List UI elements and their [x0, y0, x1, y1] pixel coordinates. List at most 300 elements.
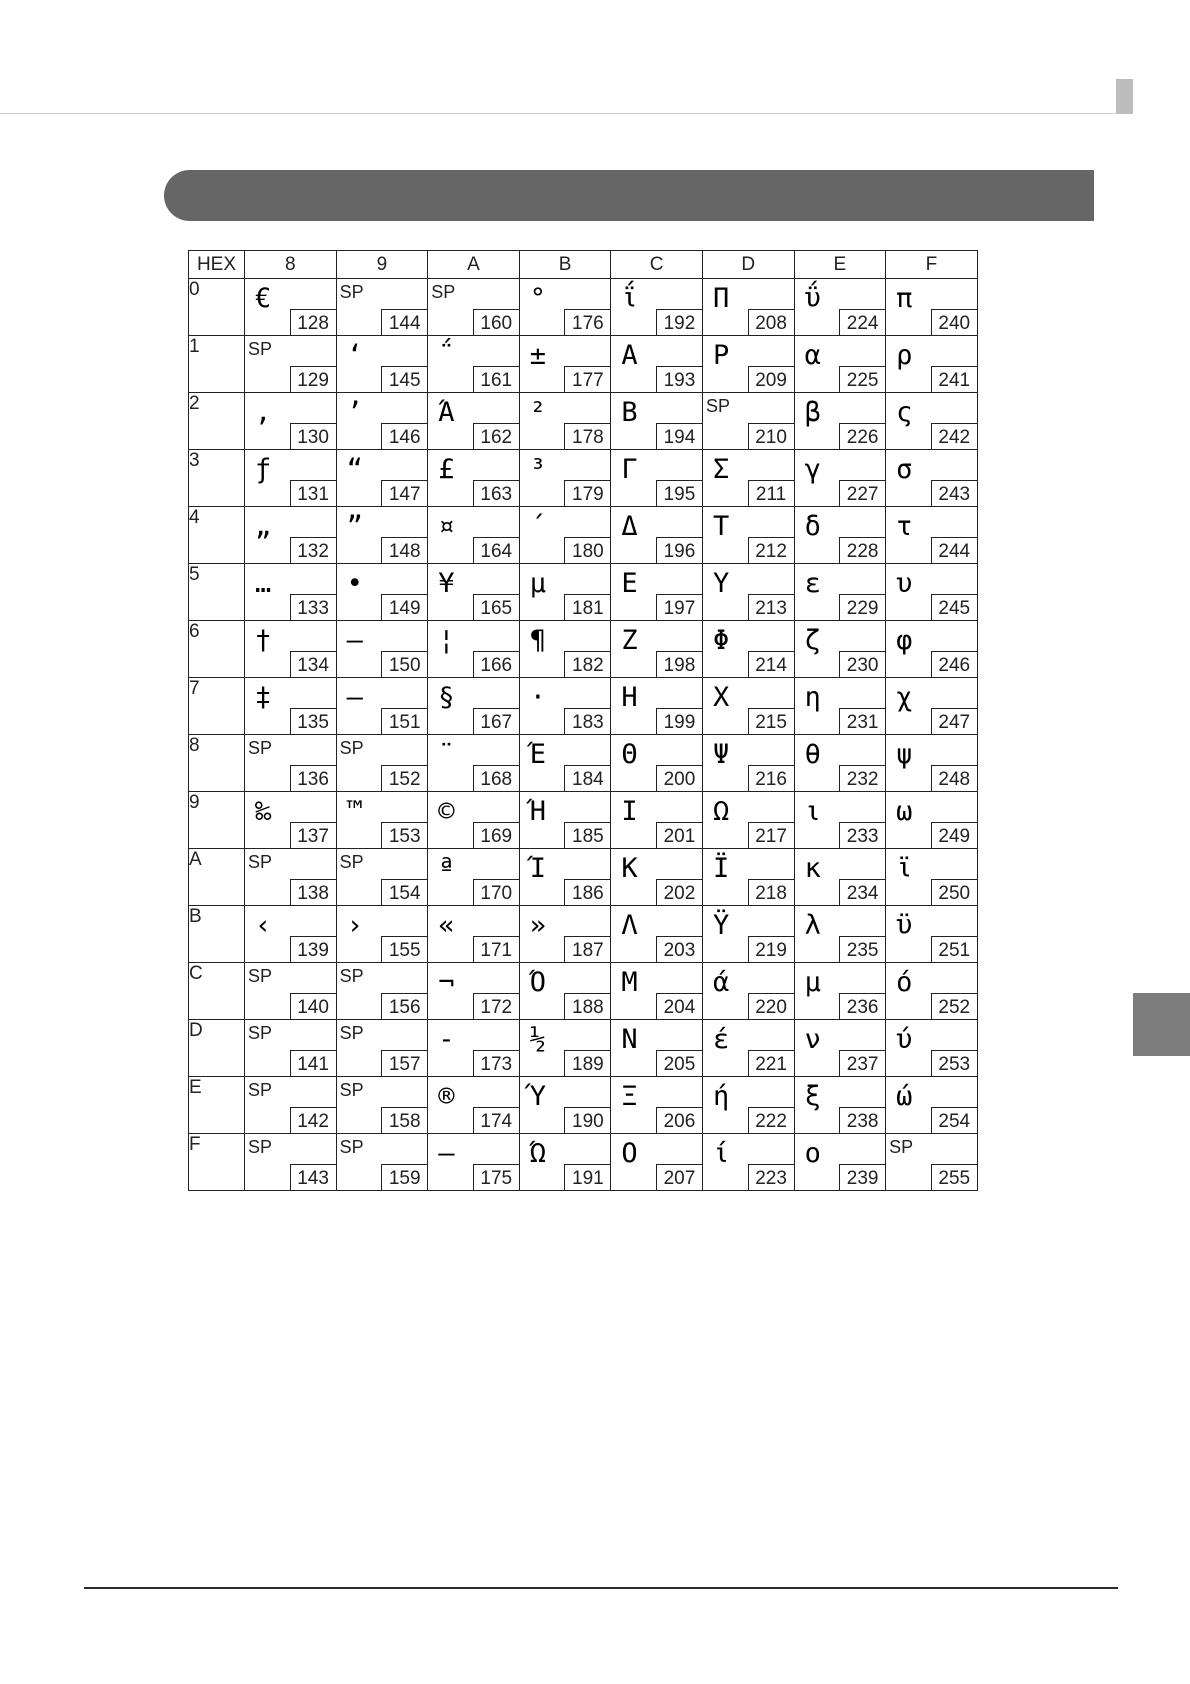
decimal-code: 188 [564, 993, 610, 1019]
decimal-code: 149 [381, 594, 427, 620]
char-cell [336, 792, 428, 849]
char-cell [336, 1077, 428, 1134]
char-glyph: Υ [712, 568, 730, 599]
table-body [189, 279, 978, 1191]
char-glyph: κ [804, 853, 821, 884]
char-cell [519, 1020, 611, 1077]
decimal-code: 186 [564, 879, 610, 905]
char-cell [611, 336, 703, 393]
char-cell [336, 906, 428, 963]
char-glyph: ΄ [529, 511, 547, 542]
char-glyph: Ύ [529, 1081, 547, 1112]
space-label: SP [248, 1137, 273, 1157]
char-glyph: φ [896, 625, 913, 656]
decimal-code: 158 [381, 1107, 427, 1133]
char-glyph: Δ [621, 511, 638, 542]
decimal-code: 187 [564, 936, 610, 962]
decimal-code: 241 [931, 366, 977, 392]
char-cell [245, 1077, 337, 1134]
char-cell [611, 1077, 703, 1134]
row-header: 2 [189, 393, 245, 450]
char-cell [428, 849, 520, 906]
char-cell [702, 1020, 794, 1077]
char-cell [611, 507, 703, 564]
decimal-code: 207 [656, 1164, 702, 1190]
table-row [189, 621, 978, 678]
char-glyph: Ώ [529, 1138, 547, 1169]
char-cell [336, 393, 428, 450]
decimal-code: 133 [290, 594, 336, 620]
char-glyph: „ [255, 511, 272, 542]
decimal-code: 161 [473, 366, 519, 392]
char-cell [886, 393, 978, 450]
decimal-code: 156 [381, 993, 427, 1019]
char-glyph: ά [712, 967, 730, 998]
decimal-code: 206 [656, 1107, 702, 1133]
char-glyph: σ [896, 454, 913, 485]
char-glyph: ϊ [896, 853, 913, 884]
decimal-code: 163 [473, 480, 519, 506]
char-cell [245, 564, 337, 621]
char-glyph: Α [621, 340, 638, 371]
char-cell [245, 279, 337, 336]
char-cell [428, 279, 520, 336]
decimal-code: 180 [564, 537, 610, 563]
table-row [189, 849, 978, 906]
char-cell [428, 1134, 520, 1191]
decimal-code: 222 [748, 1107, 794, 1133]
char-cell [336, 1020, 428, 1077]
decimal-code: 197 [656, 594, 702, 620]
char-cell [794, 564, 886, 621]
char-cell [611, 792, 703, 849]
char-glyph: Χ [712, 682, 730, 713]
char-glyph: Β [621, 397, 638, 428]
char-cell [428, 735, 520, 792]
char-cell [336, 279, 428, 336]
char-glyph: ² [529, 397, 547, 428]
char-glyph: • [346, 568, 363, 599]
table-row [189, 393, 978, 450]
decimal-code: 170 [473, 879, 519, 905]
decimal-code: 172 [473, 993, 519, 1019]
row-header: 6 [189, 621, 245, 678]
row-header: 9 [189, 792, 245, 849]
char-cell [519, 507, 611, 564]
table-row [189, 1134, 978, 1191]
char-glyph: ς [896, 397, 913, 428]
decimal-code: 220 [748, 993, 794, 1019]
decimal-code: 229 [839, 594, 885, 620]
char-cell [428, 336, 520, 393]
decimal-code: 250 [931, 879, 977, 905]
char-glyph: Ε [621, 568, 638, 599]
table-row [189, 336, 978, 393]
decimal-code: 234 [839, 879, 885, 905]
decimal-code: 219 [748, 936, 794, 962]
column-header: 9 [336, 251, 428, 279]
decimal-code: 168 [473, 765, 519, 791]
decimal-code: 242 [931, 423, 977, 449]
char-glyph: ώ [896, 1081, 913, 1112]
char-glyph: Μ [621, 967, 638, 998]
char-cell [245, 792, 337, 849]
char-glyph: ‡ [255, 682, 272, 713]
space-label: SP [248, 339, 273, 359]
char-cell [611, 564, 703, 621]
char-cell [519, 792, 611, 849]
char-glyph: ν [804, 1024, 821, 1055]
char-cell [611, 393, 703, 450]
decimal-code: 210 [748, 423, 794, 449]
decimal-code: 223 [748, 1164, 794, 1190]
char-cell [794, 621, 886, 678]
row-header: 0 [189, 279, 245, 336]
char-glyph: τ [896, 511, 913, 542]
decimal-code: 130 [290, 423, 336, 449]
char-cell [336, 564, 428, 621]
char-glyph: ύ [896, 1024, 913, 1055]
space-label: SP [339, 1080, 364, 1100]
char-cell [428, 507, 520, 564]
decimal-code: 144 [381, 309, 427, 335]
char-glyph: γ [804, 454, 821, 485]
char-glyph: ¤ [438, 511, 455, 542]
char-cell [245, 507, 337, 564]
column-header: F [886, 251, 978, 279]
decimal-code: 193 [656, 366, 702, 392]
column-header: E [794, 251, 886, 279]
char-glyph: ¶ [529, 625, 547, 656]
decimal-code: 203 [656, 936, 702, 962]
char-cell [702, 963, 794, 1020]
char-cell [794, 393, 886, 450]
space-label: SP [248, 966, 273, 986]
char-glyph: ½ [529, 1024, 547, 1055]
char-glyph: Σ [712, 454, 730, 485]
decimal-code: 238 [839, 1107, 885, 1133]
decimal-code: 253 [931, 1050, 977, 1076]
char-cell [702, 450, 794, 507]
char-cell [886, 849, 978, 906]
char-cell [611, 678, 703, 735]
chapter-side-tab [1133, 993, 1190, 1056]
char-cell [336, 849, 428, 906]
decimal-code: 136 [290, 765, 336, 791]
decimal-code: 217 [748, 822, 794, 848]
space-label: SP [339, 1023, 364, 1043]
char-cell [886, 507, 978, 564]
char-cell [702, 393, 794, 450]
char-glyph: ¦ [438, 625, 455, 656]
row-header: C [189, 963, 245, 1020]
char-cell [702, 1077, 794, 1134]
char-glyph: ό [896, 967, 913, 998]
decimal-code: 209 [748, 366, 794, 392]
char-glyph: Ψ [712, 739, 730, 770]
char-cell [245, 1020, 337, 1077]
char-cell [519, 735, 611, 792]
char-cell [702, 906, 794, 963]
char-cell [702, 1134, 794, 1191]
decimal-code: 248 [931, 765, 977, 791]
char-glyph: « [438, 910, 455, 941]
section-title-bar [164, 170, 1094, 221]
decimal-code: 226 [839, 423, 885, 449]
decimal-code: 233 [839, 822, 885, 848]
char-glyph: Ϊ [712, 853, 730, 884]
char-cell [611, 849, 703, 906]
char-glyph: Ξ [621, 1081, 638, 1112]
decimal-code: 173 [473, 1050, 519, 1076]
char-cell [794, 792, 886, 849]
table-row [189, 1020, 978, 1077]
decimal-code: 150 [381, 651, 427, 677]
char-glyph: ΐ [621, 283, 638, 314]
decimal-code: 169 [473, 822, 519, 848]
decimal-code: 239 [839, 1164, 885, 1190]
char-glyph: Ή [529, 796, 547, 827]
decimal-code: 135 [290, 708, 336, 734]
decimal-code: 237 [839, 1050, 885, 1076]
char-cell [702, 678, 794, 735]
decimal-code: 155 [381, 936, 427, 962]
char-glyph: £ [438, 454, 455, 485]
char-glyph: ΰ [804, 283, 821, 314]
space-label: SP [339, 852, 364, 872]
decimal-code: 145 [381, 366, 427, 392]
row-header: D [189, 1020, 245, 1077]
char-cell [336, 678, 428, 735]
char-cell [702, 336, 794, 393]
char-cell [428, 678, 520, 735]
decimal-code: 228 [839, 537, 885, 563]
decimal-code: 240 [931, 309, 977, 335]
decimal-code: 236 [839, 993, 885, 1019]
char-cell [794, 336, 886, 393]
char-glyph: € [255, 283, 272, 314]
decimal-code: 199 [656, 708, 702, 734]
char-cell [794, 1077, 886, 1134]
decimal-code: 244 [931, 537, 977, 563]
table-row [189, 1077, 978, 1134]
decimal-code: 231 [839, 708, 885, 734]
decimal-code: 255 [931, 1164, 977, 1190]
char-glyph: © [438, 796, 455, 827]
char-cell [886, 792, 978, 849]
decimal-code: 251 [931, 936, 977, 962]
char-cell [519, 450, 611, 507]
decimal-code: 178 [564, 423, 610, 449]
decimal-code: 152 [381, 765, 427, 791]
row-header: 7 [189, 678, 245, 735]
row-header: 5 [189, 564, 245, 621]
char-cell [519, 1134, 611, 1191]
char-cell [519, 849, 611, 906]
decimal-code: 151 [381, 708, 427, 734]
decimal-code: 189 [564, 1050, 610, 1076]
char-glyph: Ρ [712, 340, 730, 371]
decimal-code: 192 [656, 309, 702, 335]
decimal-code: 128 [290, 309, 336, 335]
table-row [189, 564, 978, 621]
decimal-code: 247 [931, 708, 977, 734]
char-cell [794, 849, 886, 906]
char-cell [245, 849, 337, 906]
decimal-code: 143 [290, 1164, 336, 1190]
row-header: A [189, 849, 245, 906]
decimal-code: 196 [656, 537, 702, 563]
char-cell [245, 735, 337, 792]
char-cell [702, 621, 794, 678]
char-cell [794, 507, 886, 564]
table-row [189, 792, 978, 849]
char-cell [336, 963, 428, 1020]
decimal-code: 225 [839, 366, 885, 392]
char-glyph: Ί [529, 853, 547, 884]
decimal-code: 171 [473, 936, 519, 962]
decimal-code: 177 [564, 366, 610, 392]
decimal-code: 159 [381, 1164, 427, 1190]
space-label: SP [705, 396, 730, 416]
char-cell [702, 849, 794, 906]
table-row [189, 906, 978, 963]
char-cell [886, 735, 978, 792]
char-glyph: έ [712, 1024, 730, 1055]
decimal-code: 175 [473, 1164, 519, 1190]
decimal-code: 190 [564, 1107, 610, 1133]
column-header: C [611, 251, 703, 279]
decimal-code: 129 [290, 366, 336, 392]
decimal-code: 174 [473, 1107, 519, 1133]
char-cell [428, 792, 520, 849]
char-glyph: Έ [529, 739, 547, 770]
char-cell [245, 621, 337, 678]
header-tab-marker [1116, 79, 1133, 114]
char-cell [794, 678, 886, 735]
char-glyph: α [804, 340, 821, 371]
decimal-code: 147 [381, 480, 427, 506]
space-label: SP [248, 1023, 273, 1043]
decimal-code: 191 [564, 1164, 610, 1190]
char-cell [702, 279, 794, 336]
char-glyph: ή [712, 1081, 730, 1112]
decimal-code: 184 [564, 765, 610, 791]
char-cell [428, 906, 520, 963]
column-header: A [428, 251, 520, 279]
decimal-code: 224 [839, 309, 885, 335]
char-cell [519, 621, 611, 678]
char-glyph: δ [804, 511, 821, 542]
decimal-code: 153 [381, 822, 427, 848]
column-header: D [702, 251, 794, 279]
decimal-code: 204 [656, 993, 702, 1019]
char-cell [336, 336, 428, 393]
char-glyph: Θ [621, 739, 638, 770]
char-glyph: ª [438, 853, 455, 884]
char-glyph: ω [896, 796, 913, 827]
space-label: SP [248, 852, 273, 872]
char-cell [886, 963, 978, 1020]
char-cell [886, 621, 978, 678]
decimal-code: 249 [931, 822, 977, 848]
char-glyph: β [804, 397, 821, 428]
char-glyph: ” [346, 511, 363, 542]
char-cell [519, 1077, 611, 1134]
decimal-code: 146 [381, 423, 427, 449]
char-glyph: … [255, 568, 272, 599]
decimal-code: 230 [839, 651, 885, 677]
decimal-code: 213 [748, 594, 794, 620]
char-glyph: ϋ [896, 910, 913, 941]
char-glyph: Ι [621, 796, 638, 827]
hex-corner-header: HEX [189, 251, 245, 279]
decimal-code: 131 [290, 480, 336, 506]
char-cell [611, 450, 703, 507]
space-label: SP [339, 282, 364, 302]
space-label: SP [889, 1137, 914, 1157]
char-cell [336, 735, 428, 792]
char-cell [428, 1020, 520, 1077]
char-glyph: § [438, 682, 455, 713]
table-header-row [189, 251, 978, 279]
char-cell [794, 906, 886, 963]
char-glyph: μ [804, 967, 821, 998]
char-glyph: ° [529, 283, 547, 314]
char-glyph: ‚ [255, 397, 272, 428]
char-glyph: ο [804, 1138, 821, 1169]
table-row [189, 678, 978, 735]
char-glyph: ψ [896, 739, 913, 770]
char-glyph: † [255, 625, 272, 656]
decimal-code: 167 [473, 708, 519, 734]
table-row [189, 963, 978, 1020]
decimal-code: 208 [748, 309, 794, 335]
decimal-code: 160 [473, 309, 519, 335]
decimal-code: 254 [931, 1107, 977, 1133]
char-cell [245, 678, 337, 735]
char-cell [519, 393, 611, 450]
char-cell [245, 393, 337, 450]
char-cell [428, 564, 520, 621]
char-cell [519, 678, 611, 735]
char-cell [428, 393, 520, 450]
decimal-code: 132 [290, 537, 336, 563]
char-cell [886, 1020, 978, 1077]
char-glyph: ® [438, 1081, 455, 1112]
space-label: SP [339, 1137, 364, 1157]
decimal-code: 252 [931, 993, 977, 1019]
char-cell [336, 507, 428, 564]
char-glyph: ζ [804, 625, 821, 656]
decimal-code: 148 [381, 537, 427, 563]
char-glyph: Ζ [621, 625, 638, 656]
row-header: F [189, 1134, 245, 1191]
decimal-code: 198 [656, 651, 702, 677]
space-label: SP [431, 282, 456, 302]
decimal-code: 162 [473, 423, 519, 449]
decimal-code: 214 [748, 651, 794, 677]
char-cell [794, 963, 886, 1020]
char-cell [794, 1020, 886, 1077]
decimal-code: 142 [290, 1107, 336, 1133]
char-cell [886, 336, 978, 393]
space-label: SP [248, 1080, 273, 1100]
char-cell [519, 906, 611, 963]
char-glyph: Κ [621, 853, 638, 884]
decimal-code: 139 [290, 936, 336, 962]
decimal-code: 221 [748, 1050, 794, 1076]
